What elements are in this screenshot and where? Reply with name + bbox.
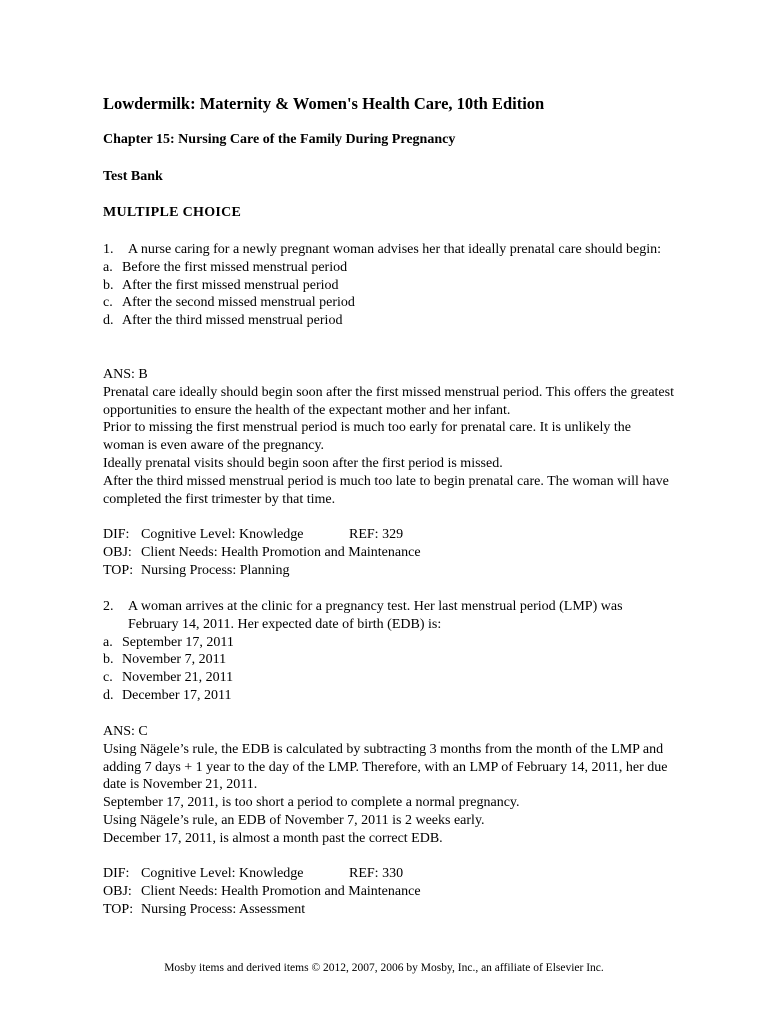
option-text: December 17, 2011 [122, 687, 232, 703]
copyright-footer [0, 962, 768, 974]
rationale-line: Prenatal care ideally should begin soon after the first missed menstrual period. This offers the greatest opportunities to ensure the health of the expectant mother and her infant. [103, 384, 674, 418]
metadata-block-1 [103, 526, 663, 580]
option-c [103, 294, 673, 312]
dif-row [103, 865, 663, 883]
dif-row [103, 526, 663, 544]
question-stem [103, 241, 673, 259]
footer-text: Mosby items and derived items © 2012, 2007, 2006 by Mosby, Inc., an affiliate of Elsevier Inc. [164, 962, 604, 974]
option-c [103, 669, 673, 687]
answer-block-1 [103, 366, 675, 508]
obj-row [103, 544, 663, 562]
option-d [103, 687, 673, 705]
rationale-line: Using Nägele’s rule, an EDB of November 7, 2011 is 2 weeks early. [103, 812, 485, 828]
top-value: Nursing Process: Planning [141, 563, 290, 578]
rationale-line: Using Nägele’s rule, the EDB is calculated by subtracting 3 months from the month of the LMP and adding 7 days + 1 year to the day of the LMP. Therefore, with an LMP of February 14, 2011, her due date is November 21, 2011. [103, 741, 668, 793]
answer-key: ANS: B [103, 367, 148, 382]
option-letter: c. [103, 670, 113, 686]
option-letter: c. [103, 295, 113, 311]
test-bank-label: Test Bank [103, 169, 163, 184]
obj-row [103, 883, 663, 901]
option-letter: d. [103, 687, 114, 703]
obj-label: OBJ: [103, 884, 132, 899]
top-row [103, 562, 663, 580]
metadata-block-2 [103, 865, 663, 919]
ref-value: REF: 329 [349, 527, 404, 542]
option-b [103, 651, 673, 669]
option-text: September 17, 2011 [122, 634, 234, 650]
option-letter: a. [103, 634, 113, 650]
option-text: November 7, 2011 [122, 652, 227, 668]
option-text: After the third missed menstrual period [122, 313, 343, 329]
option-b [103, 277, 673, 295]
book-title: Lowdermilk: Maternity & Women's Health Care, 10th Edition [103, 94, 545, 113]
ref-value: REF: 330 [349, 866, 404, 881]
chapter-title: Chapter 15: Nursing Care of the Family During Pregnancy [103, 132, 456, 147]
answer-block-2 [103, 723, 675, 848]
obj-value: Client Needs: Health Promotion and Maintenance [141, 545, 421, 560]
question-number: 1. [103, 242, 114, 257]
dif-label: DIF: [103, 866, 130, 881]
question-1 [103, 241, 673, 330]
option-a [103, 634, 673, 652]
question-2 [103, 598, 673, 705]
question-text: A woman arrives at the clinic for a pregnancy test. Her last menstrual period (LMP) was February 14, 2011. Her expected date of birth (EDB) is: [128, 599, 623, 632]
option-letter: a. [103, 259, 113, 275]
option-letter: d. [103, 313, 114, 329]
rationale-line: December 17, 2011, is almost a month past the correct EDB. [103, 830, 443, 846]
option-text: After the first missed menstrual period [122, 277, 339, 293]
top-value: Nursing Process: Assessment [141, 902, 306, 917]
section-heading: MULTIPLE CHOICE [103, 205, 242, 220]
dif-value: Cognitive Level: Knowledge [141, 527, 304, 542]
obj-label: OBJ: [103, 545, 132, 560]
answer-key: ANS: C [103, 724, 148, 739]
obj-value: Client Needs: Health Promotion and Maintenance [141, 884, 421, 899]
option-letter: b. [103, 277, 114, 293]
rationale-line: September 17, 2011, is too short a period to complete a normal pregnancy. [103, 795, 520, 811]
option-text: November 21, 2011 [122, 670, 234, 686]
dif-label: DIF: [103, 527, 130, 542]
option-text: Before the first missed menstrual period [122, 259, 348, 275]
question-text: A nurse caring for a newly pregnant woman advises her that ideally prenatal care should begin: [128, 242, 661, 257]
top-row [103, 901, 663, 919]
rationale-line: Prior to missing the first menstrual period is much too early for prenatal care. It is unlikely the woman is even aware of the pregnancy. [103, 420, 631, 454]
option-d [103, 312, 673, 330]
rationale-line: After the third missed menstrual period is much too late to begin prenatal care. The woman will have completed the first trimester by that time. [103, 473, 669, 507]
top-label: TOP: [103, 902, 134, 917]
option-text: After the second missed menstrual period [122, 295, 355, 311]
option-a [103, 259, 673, 277]
question-number: 2. [103, 599, 114, 614]
dif-value: Cognitive Level: Knowledge [141, 866, 304, 881]
option-letter: b. [103, 652, 114, 668]
rationale-line: Ideally prenatal visits should begin soon after the first period is missed. [103, 455, 503, 471]
top-label: TOP: [103, 563, 134, 578]
question-stem [103, 598, 673, 634]
